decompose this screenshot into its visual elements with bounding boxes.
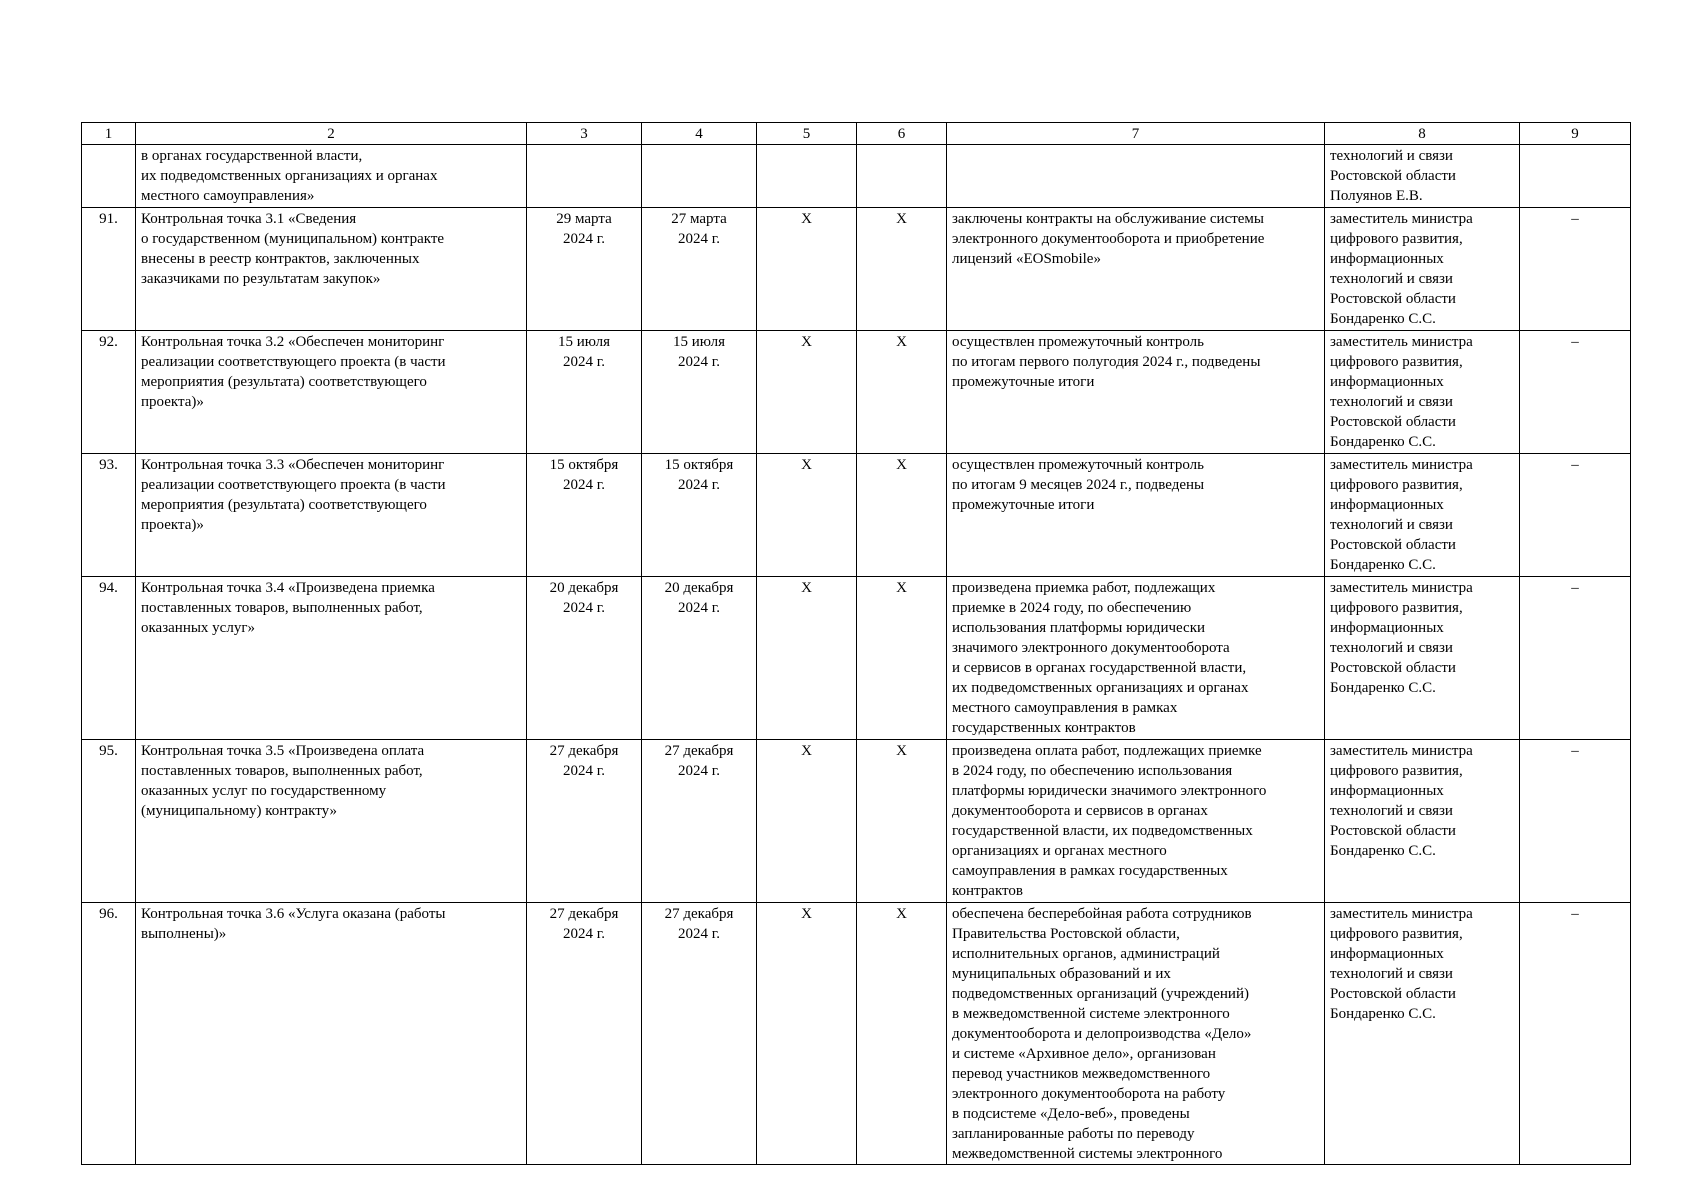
fact-date: 15 июля 2024 г. [642, 331, 757, 454]
column-9-mark: – [1520, 740, 1631, 903]
column-6-mark: X [857, 208, 947, 331]
column-9-mark: – [1520, 454, 1631, 577]
column-5-mark: X [757, 740, 857, 903]
column-6-mark: X [857, 331, 947, 454]
result-description: произведена оплата работ, подлежащих приемке в 2024 году, по обеспечению использования платформы юридически значимого электронного документооборота и сервисов в органах государственной власти, их подведомственных организациях и органах местного самоуправления в рамках государственных контрактов [947, 740, 1325, 903]
result-description [947, 145, 1325, 208]
responsible-person: заместитель министра цифрового развития, информационных технологий и связи Ростовской области Бондаренко С.С. [1325, 740, 1520, 903]
fact-date: 15 октября 2024 г. [642, 454, 757, 577]
table-row [82, 577, 1631, 740]
table-row [82, 208, 1631, 331]
column-number-row [82, 123, 1631, 145]
table-row [82, 740, 1631, 903]
row-number: 95. [82, 740, 136, 903]
result-description: осуществлен промежуточный контроль по итогам первого полугодия 2024 г., подведены промежуточные итоги [947, 331, 1325, 454]
table-row [82, 145, 1631, 208]
column-5-mark: X [757, 577, 857, 740]
responsible-person: заместитель министра цифрового развития, информационных технологий и связи Ростовской области Бондаренко С.С. [1325, 454, 1520, 577]
fact-date: 27 декабря 2024 г. [642, 740, 757, 903]
checkpoint-name: Контрольная точка 3.6 «Услуга оказана (работы выполнены)» [136, 903, 527, 1165]
row-number: 93. [82, 454, 136, 577]
fact-date: 27 марта 2024 г. [642, 208, 757, 331]
responsible-person: заместитель министра цифрового развития, информационных технологий и связи Ростовской области Бондаренко С.С. [1325, 208, 1520, 331]
column-number-9: 9 [1520, 123, 1631, 145]
column-6-mark: X [857, 454, 947, 577]
column-9-mark: – [1520, 903, 1631, 1165]
plan-date [527, 145, 642, 208]
result-description: заключены контракты на обслуживание системы электронного документооборота и приобретение лицензий «EOSmobile» [947, 208, 1325, 331]
fact-date [642, 145, 757, 208]
fact-date: 20 декабря 2024 г. [642, 577, 757, 740]
column-number-8: 8 [1325, 123, 1520, 145]
checkpoint-name: Контрольная точка 3.2 «Обеспечен мониторинг реализации соответствующего проекта (в части мероприятия (результата) соответствующего проекта)» [136, 331, 527, 454]
column-number-2: 2 [136, 123, 527, 145]
column-5-mark [757, 145, 857, 208]
column-9-mark: – [1520, 331, 1631, 454]
checkpoint-name: Контрольная точка 3.1 «Сведения о государственном (муниципальном) контракте внесены в реестр контрактов, заключенных заказчиками по результатам закупок» [136, 208, 527, 331]
column-number-3: 3 [527, 123, 642, 145]
plan-date: 15 октября 2024 г. [527, 454, 642, 577]
result-description: произведена приемка работ, подлежащих приемке в 2024 году, по обеспечению использования платформы юридически значимого электронного документооборота и сервисов в органах государственной власти, их подведомственных организациях и органах местного самоуправления в рамках государственных контрактов [947, 577, 1325, 740]
row-number: 94. [82, 577, 136, 740]
column-6-mark: X [857, 740, 947, 903]
column-number-6: 6 [857, 123, 947, 145]
responsible-person: заместитель министра цифрового развития, информационных технологий и связи Ростовской области Бондаренко С.С. [1325, 331, 1520, 454]
checkpoint-name: в органах государственной власти, их подведомственных организациях и органах местного самоуправления» [136, 145, 527, 208]
column-9-mark [1520, 145, 1631, 208]
table-row [82, 454, 1631, 577]
column-number-7: 7 [947, 123, 1325, 145]
column-5-mark: X [757, 331, 857, 454]
column-number-5: 5 [757, 123, 857, 145]
plan-date: 29 марта 2024 г. [527, 208, 642, 331]
column-5-mark: X [757, 903, 857, 1165]
row-number: 91. [82, 208, 136, 331]
column-9-mark: – [1520, 208, 1631, 331]
plan-date: 20 декабря 2024 г. [527, 577, 642, 740]
plan-date: 15 июля 2024 г. [527, 331, 642, 454]
plan-date: 27 декабря 2024 г. [527, 740, 642, 903]
checkpoint-name: Контрольная точка 3.3 «Обеспечен мониторинг реализации соответствующего проекта (в части мероприятия (результата) соответствующего проекта)» [136, 454, 527, 577]
table-row [82, 331, 1631, 454]
column-9-mark: – [1520, 577, 1631, 740]
fact-date: 27 декабря 2024 г. [642, 903, 757, 1165]
checkpoint-name: Контрольная точка 3.5 «Произведена оплата поставленных товаров, выполненных работ, оказанных услуг по государственному (муниципальному) контракту» [136, 740, 527, 903]
row-number: 92. [82, 331, 136, 454]
column-5-mark: X [757, 454, 857, 577]
row-number: 96. [82, 903, 136, 1165]
column-6-mark [857, 145, 947, 208]
plan-date: 27 декабря 2024 г. [527, 903, 642, 1165]
result-description: осуществлен промежуточный контроль по итогам 9 месяцев 2024 г., подведены промежуточные итоги [947, 454, 1325, 577]
column-number-1: 1 [82, 123, 136, 145]
report-table [81, 122, 1631, 1165]
column-number-4: 4 [642, 123, 757, 145]
column-5-mark: X [757, 208, 857, 331]
responsible-person: заместитель министра цифрового развития, информационных технологий и связи Ростовской области Бондаренко С.С. [1325, 903, 1520, 1165]
result-description: обеспечена бесперебойная работа сотрудников Правительства Ростовской области, исполнительных органов, администраций муниципальных образований и их подведомственных организаций (учреждений) в межведомственной системе электронного документооборота и делопроизводства «Дело» и системе «Архивное дело», организован перевод участников межведомственного электронного документооборота на работу в подсистеме «Дело-веб», проведены запланированные работы по переводу межведомственной системы электронного [947, 903, 1325, 1165]
responsible-person: технологий и связи Ростовской области Полуянов Е.В. [1325, 145, 1520, 208]
column-6-mark: X [857, 577, 947, 740]
row-number [82, 145, 136, 208]
checkpoint-name: Контрольная точка 3.4 «Произведена приемка поставленных товаров, выполненных работ, оказанных услуг» [136, 577, 527, 740]
table-row [82, 903, 1631, 1165]
responsible-person: заместитель министра цифрового развития, информационных технологий и связи Ростовской области Бондаренко С.С. [1325, 577, 1520, 740]
column-6-mark: X [857, 903, 947, 1165]
